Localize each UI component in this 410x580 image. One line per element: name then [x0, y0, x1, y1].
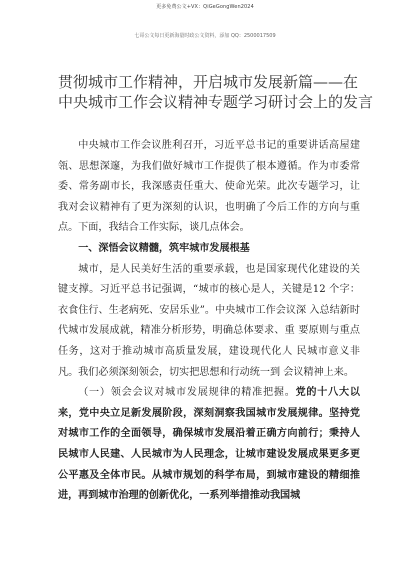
section-1-heading: 一、深悟会议精髓，筑牢城市发展根基	[78, 242, 250, 254]
subsection-1-heading: （一）领会会议对城市发展规律的精准把握。	[78, 387, 296, 399]
intro-paragraph: 中央城市工作会议胜利召开，习近平总书记的重要讲话高屋建瓴、思想深邃，为我们做好城市工作提供了根本遵循。作为市委常委、常务副市长，我深感责任重大、使命光荣。此次专题学习，让我对会议精神有了更为深刻的认识，也明确了今后工作的方向与重点。下面，我结合工作实际，谈几点体会。	[58, 140, 360, 234]
subsection-1-paragraph	[58, 383, 360, 507]
subsection-1-text: 党的十八大以来，党中央立足新发展阶段，深刻洞察我国城市发展规律。坚持党对城市工作的全面领导，确保城市发展沿着正确方向前行；秉持人民城市人民建、人民城市为人民理念，让城市建设发展成果更多更公平惠及全体市民。从城市规划的科学布局，到城市建设的精细推进，再到城市治理的创新优化，一系列举措推动我国城	[58, 387, 360, 502]
document-title	[58, 73, 378, 112]
section-1-paragraph: 城市，是人民美好生活的重要承载，也是国家现代化建设的关键支撑。习近平总书记强调，“城市的核心是人，关键是12 个字：衣食住行、生老病死、安居乐业”。中央城市工作会议深 入总结新时代城市发展成就，精准分析形势，明确总体要求、重 要原则与重点任务，这对于推动城市高质量发展，建设现代化人 民城市意义非凡。我们必须深刻领会，切实把思想和行动统一到 会议精神上来。	[58, 263, 360, 378]
document-body	[58, 136, 360, 507]
title-line-1: 贯彻城市工作精神，开启城市发展新篇——在	[58, 73, 359, 91]
title-line-2: 中央城市工作会议精神专题学习研讨会上的发言	[58, 93, 374, 111]
promo-notice: 更多免费公文+VX：QiGeGongWen2024	[156, 4, 254, 10]
source-notice: 七哥公文每日更新海量时政公文资料，添加 QQ：2500017509	[134, 33, 276, 39]
